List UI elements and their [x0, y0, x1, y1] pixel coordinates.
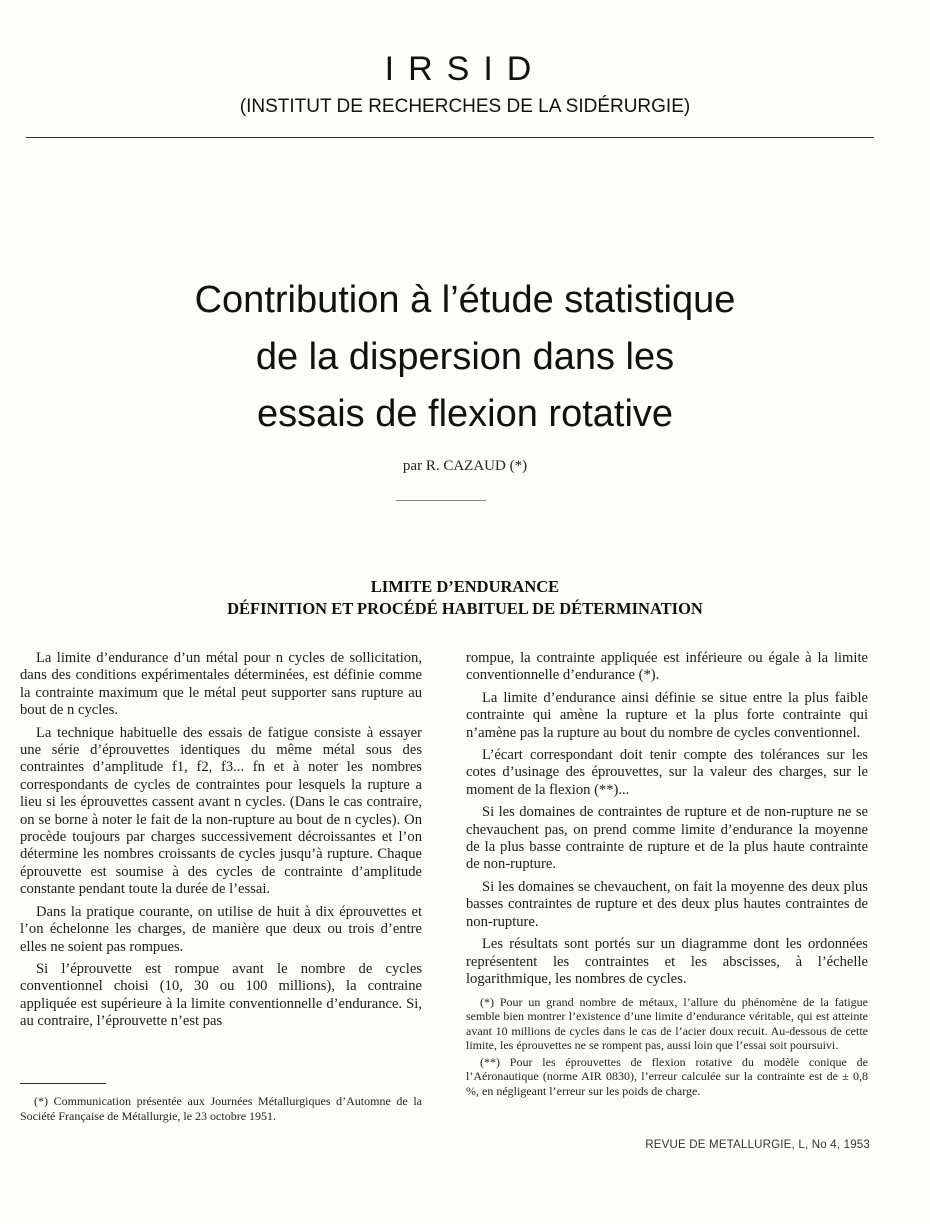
paragraph: Si les domaines se chevauchent, on fait la moyenne des deux plus basses contraintes de rupture et des deux plus hautes contraintes de non-rupture. — [466, 878, 868, 930]
footnote: (**) Pour les éprouvettes de flexion rotative du modèle conique de l’Aéronautique (norme AIR 0830), l’erreur calculée sur la contrainte est de ± 0,8 %, en négligeant l’erreur sur les poids de charge. — [466, 1055, 868, 1098]
paragraph: Dans la pratique courante, on utilise de huit à dix éprouvettes et l’on échelonne les charges, de manière que deux ou trois d’entre elles ne soient pas rompues. — [20, 903, 422, 955]
header-acronym: IRSID — [384, 50, 546, 88]
paragraph: L’écart correspondant doit tenir compte des tolérances sur les cotes d’usinage des éprouvettes, sur la valeur des charges, sur le moment de la flexion (**)... — [466, 747, 868, 798]
paragraph: La limite d’endurance d’un métal pour n cycles de sollicitation, dans des conditions expérimentales déterminées, est définie comme la contrainte maximum que le métal peut supporter sans rupture au bout de n cycles. — [20, 650, 422, 719]
journal-reference: REVUE DE METALLURGIE, L, No 4, 1953 — [645, 1139, 870, 1151]
paragraph: La limite d’endurance ainsi définie se situe entre la plus faible contrainte qui amène la rupture et la plus forte contrainte qui n’amène pas la rupture au bout du nombre de cycles conventionnel. — [466, 689, 868, 741]
footnotes-right — [466, 995, 868, 1101]
institute-name: (INSTITUT DE RECHERCHES DE LA SIDÉRURGIE) — [239, 96, 691, 117]
paragraph: rompue, la contrainte appliquée est inférieure ou égale à la limite conventionnelle d’endurance (*). — [466, 650, 868, 684]
right-column — [466, 650, 868, 993]
footnote: (*) Communication présentée aux Journées Métallurgiques d’Automne de la Société Française de Métallurgie, le 23 octobre 1951. — [20, 1094, 422, 1123]
footnote-divider — [20, 1083, 106, 1084]
title-line-3: essais de flexion rotative — [256, 393, 674, 435]
byline-divider — [396, 500, 486, 501]
paragraph: La technique habituelle des essais de fatigue consiste à essayer une série d’éprouvettes identiques du même métal sous des contraintes d’amplitude f1, f2, f3... fn et à noter les nombres correspondants de cycles de contraintes pour lesquels la rupture a lieu si les éprouvettes cassent avant n cycles. (Dans le cas contraire, on se borne à noter le fait de la non-rupture au bout de n cycles). On procède toujours par charges successivement décroissantes et l’on détermine les nombres croissants de cycles jusqu’à rupture. Chaque éprouvette est soumise à des cycles de contrainte d’amplitude constante pendant toute la durée de l’essai. — [20, 724, 422, 898]
footnotes-left — [20, 1094, 422, 1123]
header-divider — [26, 137, 874, 138]
paragraph: Les résultats sont portés sur un diagramme dont les ordonnées représentent les contraintes et les abscisses, à l’échelle logarithmique, les nombres de cycles. — [466, 936, 868, 987]
author-byline: par R. CAZAUD (*) — [402, 458, 528, 474]
section-heading-line-1: LIMITE D’ENDURANCE — [370, 577, 560, 596]
article-title — [60, 272, 870, 443]
footnote: (*) Pour un grand nombre de métaux, l’allure du phénomène de la fatigue semble bien montrer l’existence d’une limite d’endurance véritable, qui est atteinte avant 10 millions de cycles dans le cas de l’acier doux recuit. Au-dessous de cette limite, les éprouvettes ne se rompent pas, aussi loin que l’essai soit poursuivi. — [466, 995, 868, 1052]
section-heading-line-2: DÉFINITION ET PROCÉDÉ HABITUEL DE DÉTERMINATION — [227, 599, 703, 618]
section-heading — [0, 576, 930, 620]
left-column — [20, 650, 422, 1036]
paragraph: Si l’éprouvette est rompue avant le nombre de cycles conventionnel choisi (10, 30 ou 100 millions), la contraine appliquée est supérieure à la limite conventionnelle d’endurance. Si, au contraire, l’éprouvette n’est pas — [20, 960, 422, 1030]
paragraph: Si les domaines de contraintes de rupture et de non-rupture ne se chevauchent pas, on prend comme limite d’endurance la moyenne de la plus basse contrainte de rupture et de la plus haute contrainte de non-rupture. — [466, 804, 868, 873]
title-line-1: Contribution à l’étude statistique — [194, 279, 736, 321]
title-line-2: de la dispersion dans les — [255, 336, 675, 378]
